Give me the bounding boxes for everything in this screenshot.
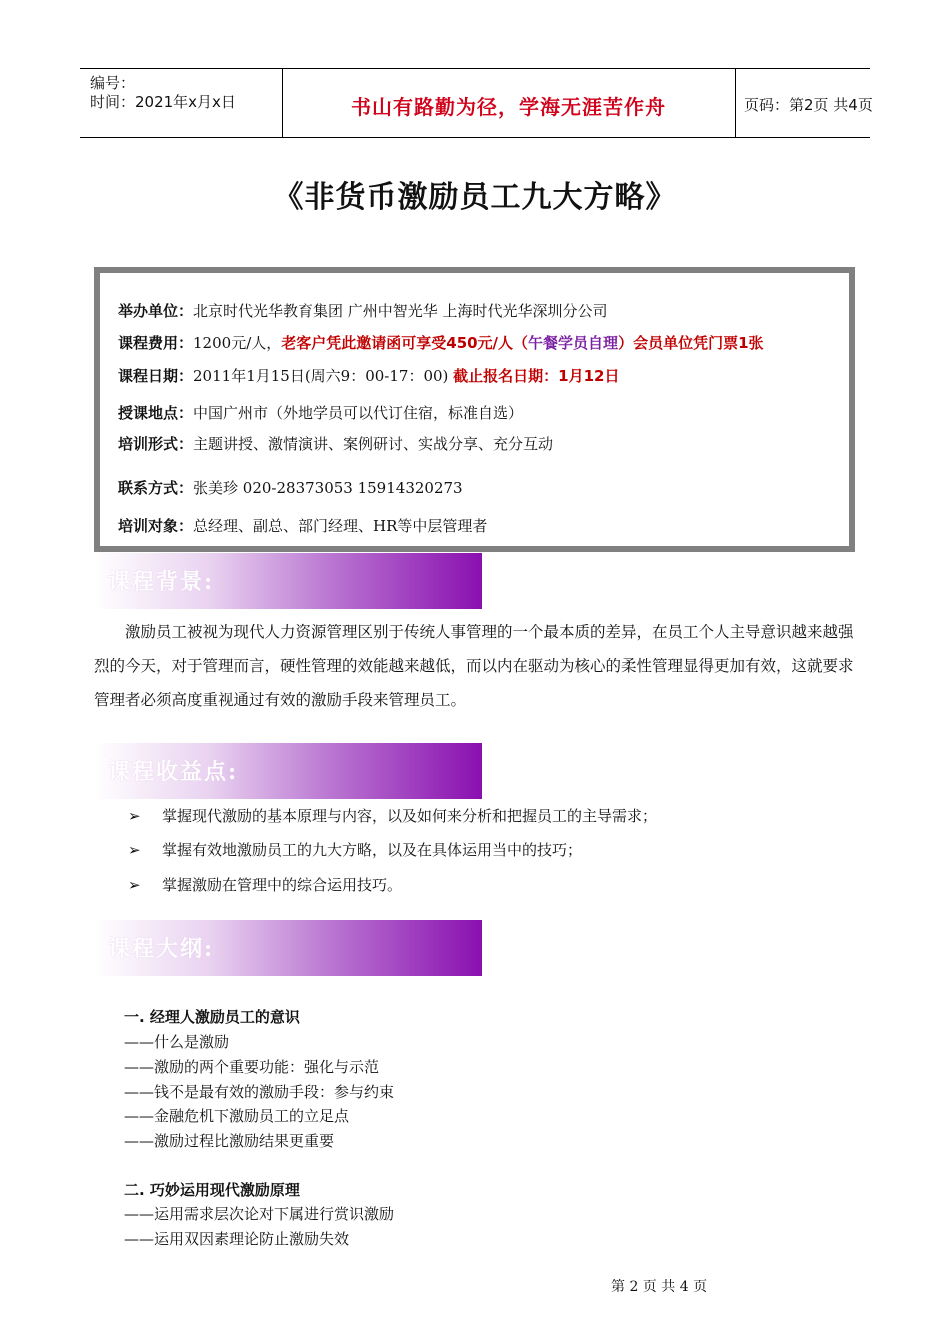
outline-item: ——运用双因素理论防止激励失效 — [124, 1230, 350, 1248]
arrow-bullet-icon: ➢ — [128, 876, 141, 894]
benefit-item — [128, 839, 582, 860]
course-info-box — [94, 267, 855, 552]
outline-item: ——钱不是最有效的激励手段：参与约束 — [124, 1083, 395, 1101]
header-left-cell — [80, 69, 283, 137]
page-info: 页码：第2页 共4页 — [744, 96, 873, 114]
benefit-text: 掌握激励在管理中的综合运用技巧。 — [162, 876, 403, 894]
format-value: 主题讲授、激情演讲、案例研讨、实战分享、充分互动 — [193, 435, 554, 453]
date-line: 时间：2021年x月x日 — [90, 93, 236, 111]
header-page-cell — [736, 69, 873, 137]
organizer-value: 北京时代光华教育集团 广州中智光华 上海时代光华深圳分公司 — [193, 302, 608, 320]
fee-offer: 老客户凭此邀请函可享受450元/人（ — [281, 334, 529, 352]
audience-value: 总经理、副总、部门经理、HR等中层管理者 — [193, 517, 488, 535]
outline-heading: 课程大纲: — [108, 936, 215, 962]
outline-part-title: 一. 经理人激励员工的意识 — [124, 1008, 300, 1026]
location-row — [118, 402, 523, 423]
contact-label: 联系方式： — [118, 479, 194, 497]
date-value: 2011年1月15日(周六9：00-17：00) — [193, 367, 454, 385]
outline-item: ——金融危机下激励员工的立足点 — [124, 1107, 350, 1125]
location-value: 中国广州市（外地学员可以代订住宿，标准自选） — [193, 404, 524, 422]
outline-part-title: 二. 巧妙运用现代激励原理 — [124, 1181, 300, 1199]
format-label: 培训形式： — [118, 435, 194, 453]
format-row — [118, 433, 553, 454]
motto: 书山有路勤为径，学海无涯苦作舟 — [351, 95, 666, 119]
audience-row — [118, 515, 487, 536]
benefit-text: 掌握有效地激励员工的九大方略，以及在具体运用当中的技巧； — [162, 841, 583, 859]
outline-item: ——激励的两个重要功能：强化与示范 — [124, 1058, 380, 1076]
benefits-heading: 课程收益点: — [108, 759, 239, 785]
background-banner — [94, 553, 482, 609]
deadline: 截止报名日期：1月12日 — [453, 367, 620, 385]
date-label: 课程日期： — [118, 367, 194, 385]
background-heading: 课程背景: — [108, 569, 215, 595]
contact-row — [118, 477, 463, 498]
organizer-row — [118, 300, 608, 321]
header-motto-cell — [282, 69, 736, 137]
background-text: 激励员工被视为现代人力资源管理区别于传统人事管理的一个最本质的差异，在员工个人主导意识越来越强烈的今天，对于管理而言，硬性管理的效能越来越低，而以内在驱动为核心的柔性管理显得更加有效，这就要求管理者必须高度重视通过有效的激励手段来管理员工。 — [94, 623, 854, 709]
page-header — [80, 68, 873, 138]
outline-item: ——激励过程比激励结果更重要 — [124, 1132, 335, 1150]
code-label: 编号： — [90, 74, 136, 92]
arrow-bullet-icon: ➢ — [128, 807, 141, 825]
fee-row — [118, 332, 764, 353]
document-title: 《非货币激励员工九大方略》 — [273, 180, 677, 215]
outline-banner — [94, 920, 482, 976]
audience-label: 培训对象： — [118, 517, 194, 535]
benefit-text: 掌握现代激励的基本原理与内容，以及如何来分析和把握员工的主导需求； — [162, 807, 658, 825]
location-label: 授课地点： — [118, 404, 194, 422]
benefit-item — [128, 805, 657, 826]
outline-item: ——什么是激励 — [124, 1033, 230, 1051]
benefit-item — [128, 874, 402, 895]
fee-base: 1200元/人， — [193, 334, 282, 352]
date-row — [118, 365, 619, 386]
arrow-bullet-icon: ➢ — [128, 841, 141, 859]
fee-offer-end: ）会员单位凭门票1张 — [618, 334, 764, 352]
outline-item: ——运用需求层次论对下属进行赏识激励 — [124, 1205, 395, 1223]
fee-label: 课程费用： — [118, 334, 194, 352]
contact-value: 张美珍 020-28373053 15914320273 — [193, 479, 463, 497]
organizer-label: 举办单位： — [118, 302, 194, 320]
course-info-inner — [100, 273, 849, 546]
benefits-banner — [94, 743, 482, 799]
page-footer: 第 2 页 共 4 页 — [611, 1279, 708, 1295]
fee-lunch: 午餐学员自理 — [528, 334, 619, 352]
